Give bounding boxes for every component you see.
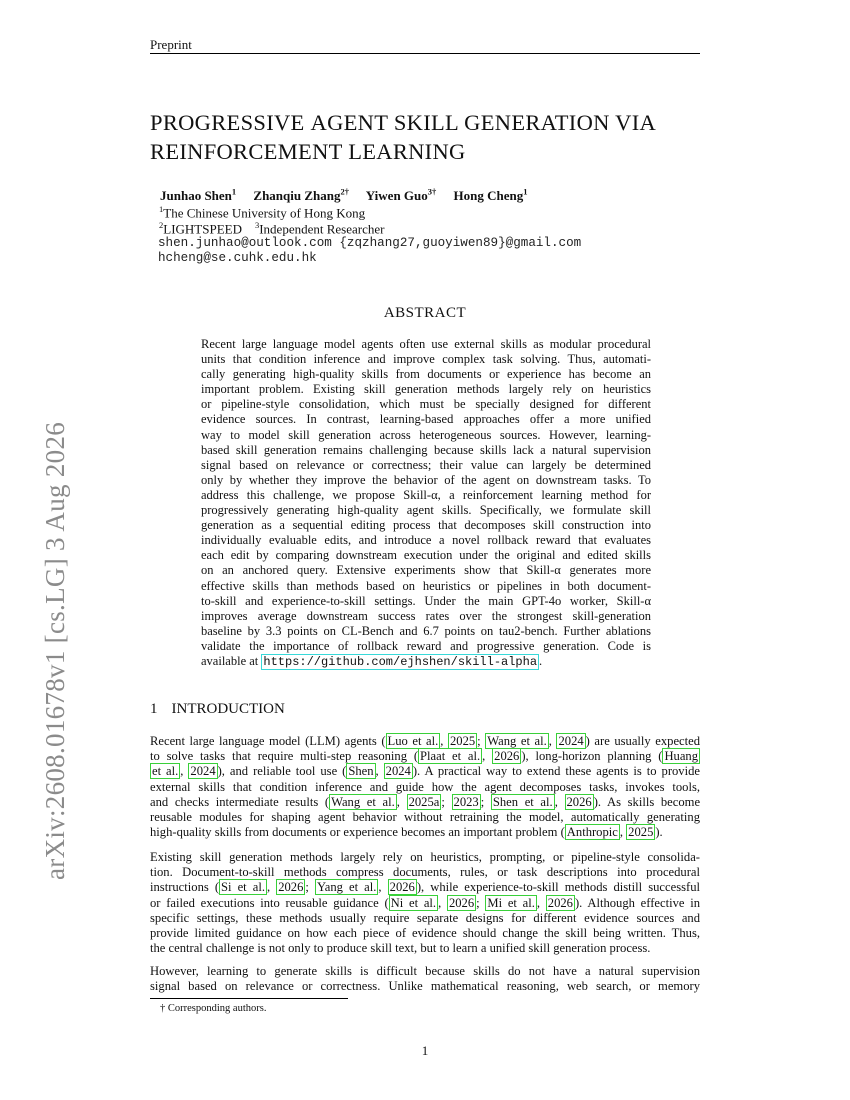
author: Hong Cheng$^1$ <box>453 187 528 204</box>
citation: 2025a <box>408 794 440 809</box>
author: Zhanqiu Zhang$^{2\dagger}$ <box>253 187 349 204</box>
citation: Wang et al. <box>487 734 547 748</box>
citation: 2026 <box>494 749 520 764</box>
author-list <box>160 187 542 204</box>
citation: Luo et al. <box>387 734 439 748</box>
citation: 2024 <box>558 734 584 748</box>
citation: 2026 <box>278 880 304 895</box>
abstract-body: Recent large language model agents often use external skills as modular procedural units that condition inference and improve complex task solving. Thus, automati- cally generating high-quality skills from documents or experience has become an important problem. Existing skill generation methods largely rely on heuristics or pipeline-style consolidation, which must be specially designed for different evidence sources. In contrast, learning-based approaches offer a more unified way to model skill generation across heterogeneous sources. However, learning- based skill generation remains challenging because skills lack a natural supervision signal based on relevance or correctness; their value can largely be determined only by whether they improve the behavior of the agent on downstream tasks. To address this challenge, we propose Skill-α, a reinforcement learning method for progressively generating high-quality agent skills. Specifically, we formulate skill generation as a sequential editing process that decomposes skill construction into individually evaluable edits, and introduce a novel rollback reward that evaluates each edit by comparing downstream execution under the original and edited skills on an anchored query. Extensive experiments show that Skill-α generates more effective skills than methods based on heuristics or pipelines in both document- to-skill and experience-to-skill settings. Under the main GPT-4o worker, Skill-α improves average downstream success rates over the strongest skill-generation baseline by 3.3 points on CL-Bench and 6.7 points on tau2-bench. Further ablations validate the importance of rollback reward and progressive generation. Code is available at https://github.com/ejhshen/skill-alpha . <box>201 337 651 669</box>
citation: Mi et al. <box>487 895 535 910</box>
header-rule <box>150 53 700 54</box>
citation: Shen <box>348 764 374 779</box>
citation: Wang et al. <box>331 794 395 809</box>
citation: Ni et al. <box>390 895 437 910</box>
intro-paragraph-1: Recent large language model (LLM) agents ( Luo et al. , 2025 ; Wang et al. , 2024 ) are usually expected to solve tasks that require multi-step reasoning ( Plaat et al. , 2026 ), long-horizon planning ( Huang et al. , 2024 ), and reliable tool use ( Shen , 2024 ). A practical way to extend these agents is to provide external skills that condition inference and guide how the agent decomposes tasks, invokes tools, and checks intermediate results ( Wang et al. , 2025a ; 2023 ; Shen et al. , 2026 ). As skills become reusable modules for shaping agent behavior without retraining the model, automatically generating high-quality skills from documents or experience becomes an important problem ( Anthropic , 2025 ). <box>150 734 701 840</box>
paper-title: PROGRESSIVE AGENT SKILL GENERATION VIA REINFORCEMENT LEARNING <box>150 110 657 164</box>
citation: 2026 <box>547 895 573 910</box>
page-number: 1 <box>421 1043 429 1058</box>
intro-paragraph-2: Existing skill generation methods largely rely on heuristics, prompting, or pipeline-style consolida- tion. Document-to-skill methods compress documents, rules, or task descriptions into procedural instructions ( Si et al. , 2026 ; Yang et al. , 2026 ), while experience-to-skill methods distill successful or failed executions into reusable guidance ( Ni et al. , 2026 ; Mi et al. , 2026 ). Although effective in specific settings, these methods usually require separate designs for different evidence sources and provide limited guidance on how each piece of evidence should change the skill being written. Thus, the central challenge is not only to produce skill text, but to learn a unified skill generation process. <box>150 850 701 956</box>
abstract-heading: ABSTRACT <box>383 305 467 321</box>
email-line-1: shen.junhao@outlook.com {zqzhang27,guoyiwen89}@gmail.com <box>158 236 582 250</box>
citation: 2026 <box>448 895 475 910</box>
author: Junhao Shen$^1$ <box>160 187 237 204</box>
citation: et al. <box>152 764 179 779</box>
citation: 2026 <box>566 794 592 809</box>
citation: Huang <box>664 749 699 764</box>
code-link[interactable]: https://github.com/ejhshen/skill-alpha <box>263 654 538 669</box>
intro-paragraph-3: However, learning to generate skills is difficult because skills do not have a natural supervision signal based on relevance or correctness. Unlike mathematical reasoning, web search, or memory <box>150 964 700 994</box>
author: Yiwen Guo$^{3\dagger}$ <box>365 187 437 204</box>
email-line-2: hcheng@se.cuhk.edu.hk <box>158 251 317 265</box>
arxiv-stamp: arXiv:2608.01678v1 [cs.LG] 3 Aug 2026 <box>40 421 70 880</box>
running-header: Preprint <box>150 37 192 52</box>
citation: 2025 <box>449 734 476 748</box>
footnote: † Corresponding authors. <box>160 1003 267 1014</box>
citation: 2024 <box>190 764 216 779</box>
citation: Si et al. <box>221 880 265 895</box>
citation: 2023 <box>453 794 479 809</box>
footnote-rule <box>150 998 348 999</box>
citation: 2026 <box>389 880 415 895</box>
affiliation-2: $^2$LIGHTSPEED $^3$Independent Researcher <box>159 220 385 237</box>
citation: Anthropic <box>566 825 618 840</box>
affiliation-1: $^1$The Chinese University of Hong Kong <box>159 204 366 221</box>
citation: 2025 <box>628 825 654 840</box>
citation: Plaat et al. <box>420 749 481 764</box>
citation: Yang et al. <box>316 880 377 895</box>
citation: Shen et al. <box>492 794 553 809</box>
citation: 2024 <box>385 764 411 779</box>
section-heading-introduction: 1 INTRODUCTION <box>150 701 285 717</box>
